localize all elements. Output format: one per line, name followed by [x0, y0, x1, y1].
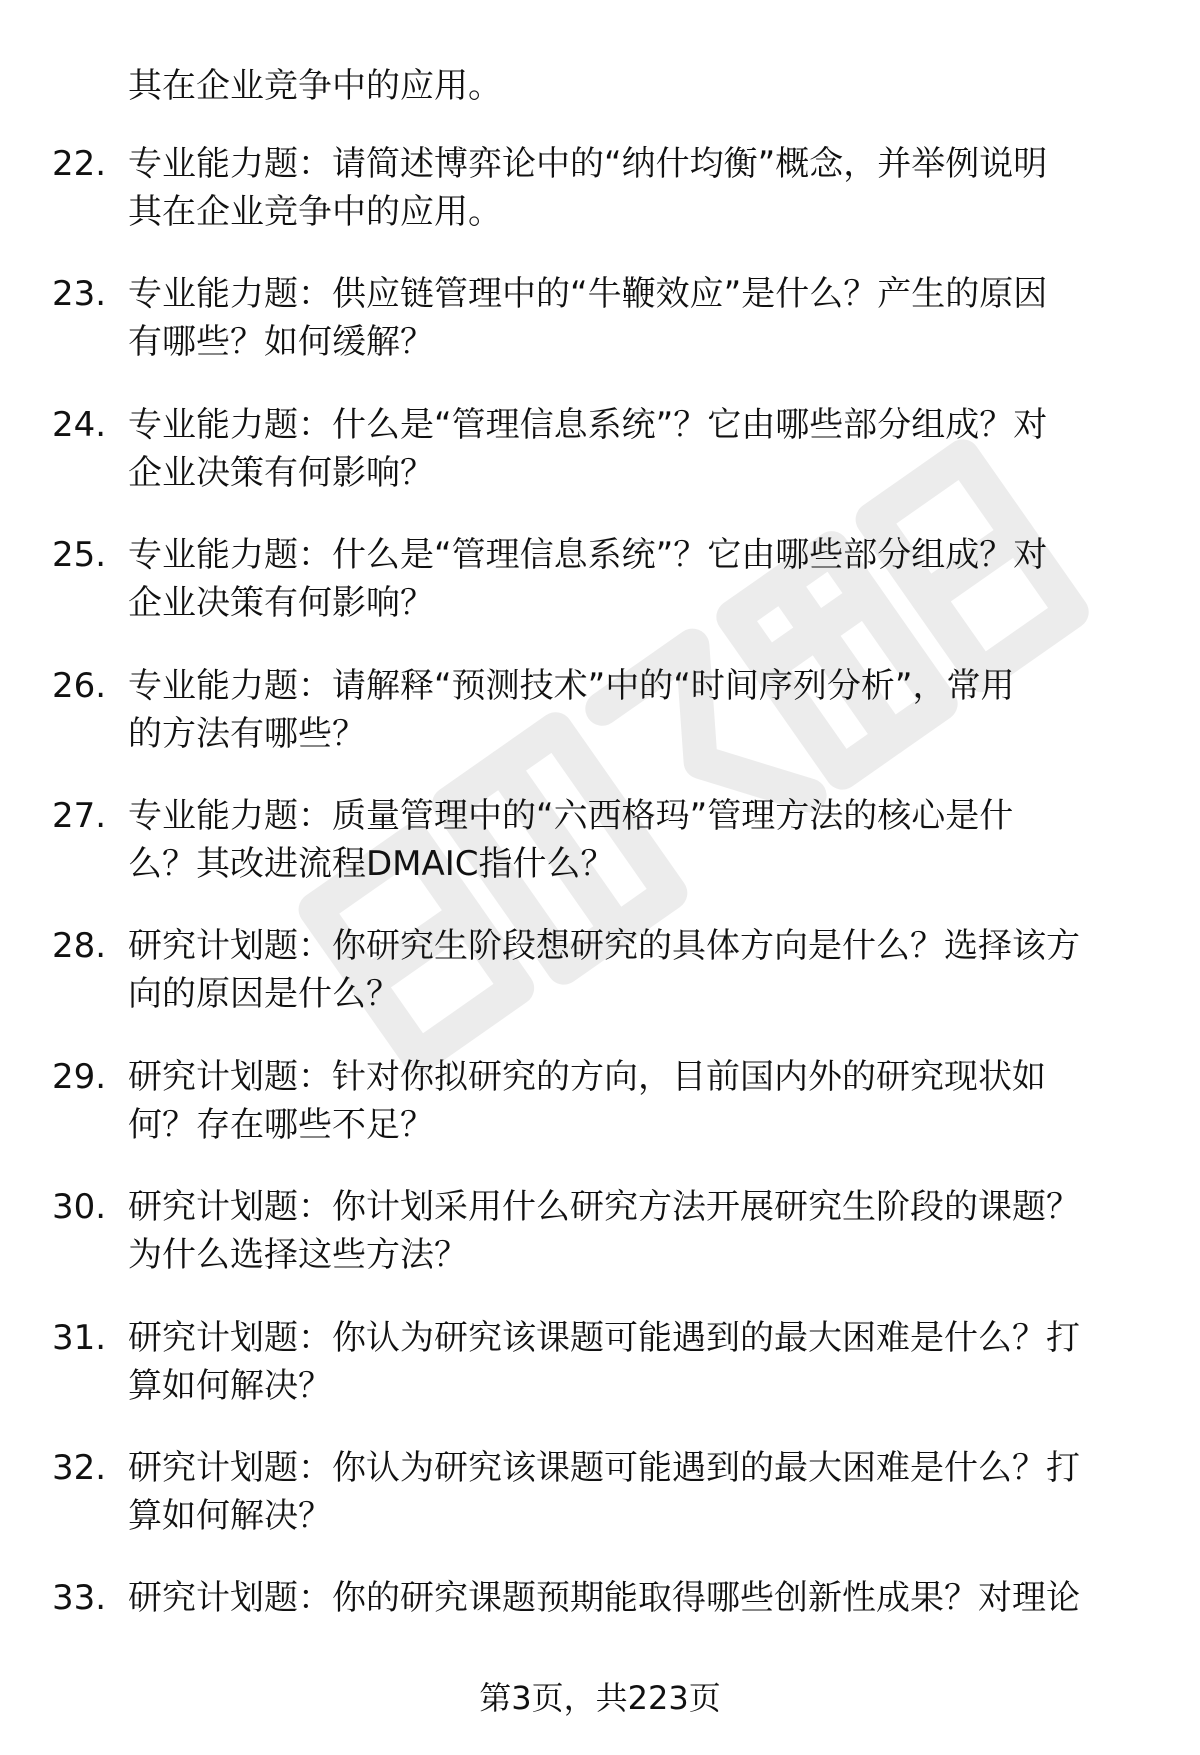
- question-text: [128, 662, 1138, 758]
- question-item: [0, 1444, 1200, 1574]
- question-text-line: 其在企业竞争中的应用。: [128, 192, 502, 232]
- question-text: [128, 1314, 1138, 1410]
- continued-text-line: 其在企业竞争中的应用。: [128, 66, 502, 106]
- question-text-line: 专业能力题：什么是“管理信息系统”？它由哪些部分组成？对: [128, 535, 1048, 576]
- question-text: [128, 401, 1138, 497]
- question-number: 33.: [52, 1578, 107, 1619]
- question-number: 32.: [52, 1447, 107, 1488]
- question-text-line: 向的原因是什么？: [128, 974, 400, 1015]
- question-text: [128, 1053, 1138, 1149]
- question-text-line: 企业决策有何影响？: [128, 452, 434, 493]
- question-text: [128, 1183, 1138, 1279]
- question-item: [0, 792, 1200, 922]
- question-text: [128, 531, 1138, 627]
- question-text-line: 的方法有哪些？: [128, 713, 366, 754]
- question-item: [0, 662, 1200, 792]
- question-text-line: 何？存在哪些不足？: [128, 1104, 434, 1145]
- question-text-line: 研究计划题：你认为研究该课题可能遇到的最大困难是什么？打: [128, 1447, 1080, 1488]
- question-number: 29.: [52, 1056, 107, 1097]
- question-text-line: 算如何解决？: [128, 1495, 332, 1536]
- question-text: [128, 270, 1138, 366]
- question-text: [128, 922, 1138, 1018]
- question-text-line: 有哪些？如何缓解？: [128, 322, 434, 363]
- question-text-line: 为什么选择这些方法？: [128, 1235, 468, 1276]
- question-item: [0, 1314, 1200, 1444]
- question-number: 23.: [52, 274, 107, 315]
- question-text-line: 专业能力题：请解释“预测技术”中的“时间序列分析”，常用: [128, 665, 1015, 706]
- question-number: 30.: [52, 1187, 107, 1228]
- question-number: 27.: [52, 795, 107, 836]
- question-item: [0, 401, 1200, 531]
- question-item: [0, 270, 1200, 400]
- question-text-line: 研究计划题：你计划采用什么研究方法开展研究生阶段的课题？: [128, 1187, 1080, 1228]
- question-text-line: 专业能力题：什么是“管理信息系统”？它由哪些部分组成？对: [128, 404, 1048, 445]
- question-number: 28.: [52, 926, 107, 967]
- question-text: [128, 792, 1138, 888]
- question-text-line: 算如何解决？: [128, 1365, 332, 1406]
- question-text-line: 专业能力题：供应链管理中的“牛鞭效应”是什么？产生的原因: [128, 274, 1048, 315]
- question-item: [0, 531, 1200, 661]
- question-text: [128, 1444, 1138, 1540]
- question-text-line: 研究计划题：你研究生阶段想研究的具体方向是什么？选择该方: [128, 926, 1080, 967]
- question-text-line: 研究计划题：针对你拟研究的方向，目前国内外的研究现状如: [128, 1056, 1046, 1097]
- page-number-footer: 第3页，共223页: [479, 1679, 721, 1717]
- question-text-line: 专业能力题：质量管理中的“六西格玛”管理方法的核心是什: [128, 795, 1014, 836]
- question-text-line: 企业决策有何影响？: [128, 583, 434, 624]
- question-text-line: 么？其改进流程DMAIC指什么？: [128, 843, 615, 884]
- question-number: 24.: [52, 404, 107, 445]
- question-text-line: 研究计划题：你认为研究该课题可能遇到的最大困难是什么？打: [128, 1317, 1080, 1358]
- question-number: 22.: [52, 144, 107, 184]
- question-text-line: 研究计划题：你的研究课题预期能取得哪些创新性成果？对理论: [128, 1578, 1080, 1619]
- question-item: [0, 140, 1200, 270]
- question-text: [128, 1574, 1138, 1622]
- question-number: 31.: [52, 1317, 107, 1358]
- question-item: [0, 1053, 1200, 1183]
- question-number: 26.: [52, 665, 107, 706]
- question-list: [0, 140, 1200, 1705]
- question-text: [128, 140, 1138, 236]
- question-item: [0, 922, 1200, 1052]
- question-number: 25.: [52, 535, 107, 576]
- question-text-line: 专业能力题：请简述博弈论中的“纳什均衡”概念，并举例说明: [128, 144, 1048, 184]
- question-item: [0, 1183, 1200, 1313]
